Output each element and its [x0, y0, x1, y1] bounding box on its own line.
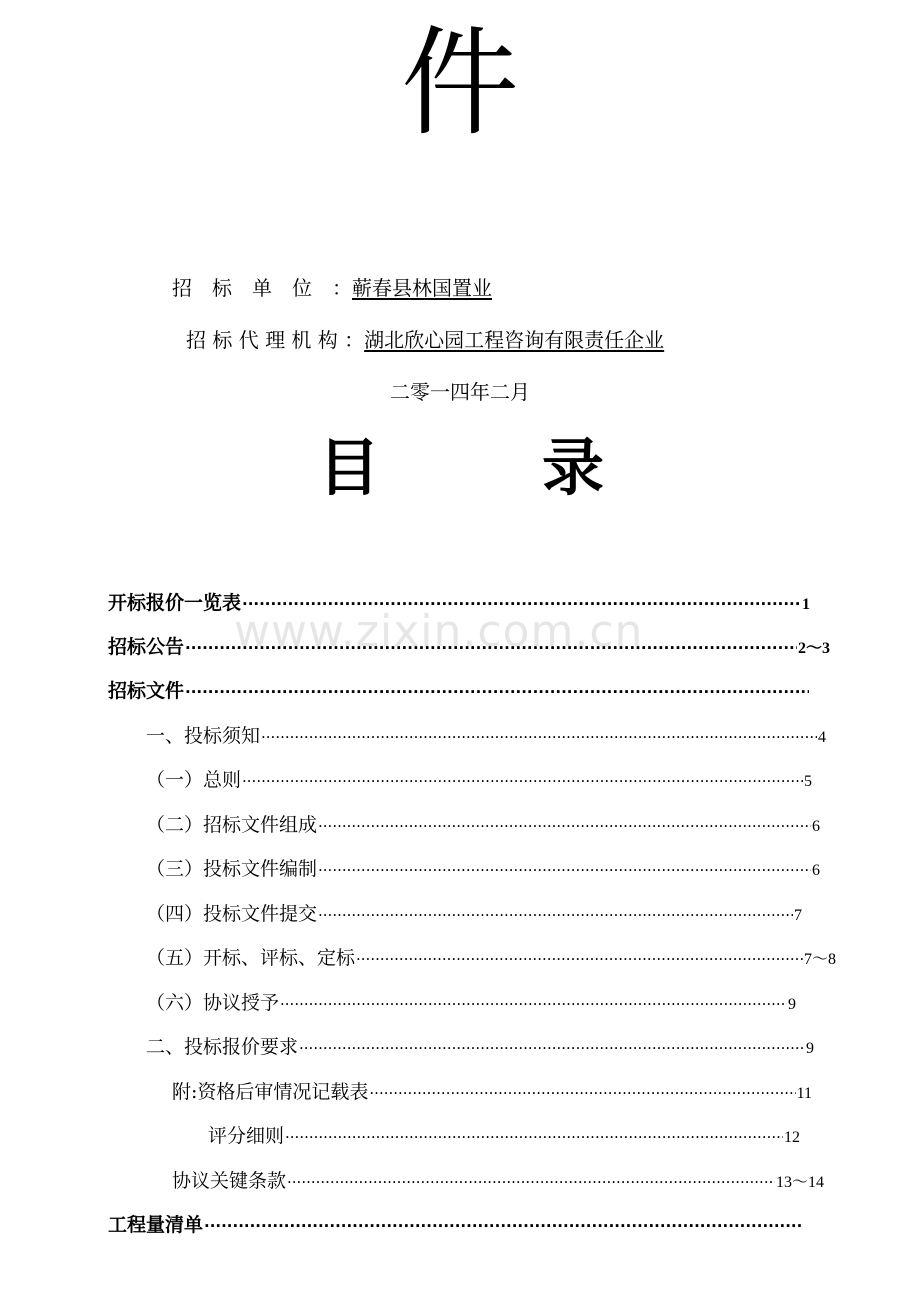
- toc-item-text: 招标文件: [108, 680, 185, 702]
- toc-item-page: 2～3: [797, 640, 830, 657]
- toc-leader: [356, 944, 803, 974]
- toc-item[interactable]: [208, 1121, 800, 1151]
- toc-item-page: 1: [802, 596, 810, 613]
- toc-item-text: （六）协议授予: [146, 992, 280, 1014]
- toc-item-text: 招标公告: [108, 636, 185, 658]
- issue-date: 二零一四年二月: [390, 380, 530, 404]
- cover-title-char: 件: [400, 14, 519, 152]
- toc-title-left: 目: [318, 431, 381, 504]
- toc-leader: [285, 1122, 783, 1152]
- toc-item-text: 附:资格后审情况记载表: [172, 1081, 369, 1103]
- toc-item-text: 开标报价一览表: [108, 592, 242, 614]
- bidder-label: 招 标 单 位 ：: [172, 276, 352, 300]
- agent-label: 招 标 代 理 机 构 ：: [186, 328, 365, 352]
- toc-item[interactable]: [146, 854, 820, 884]
- toc-leader: [299, 1033, 805, 1063]
- toc-item-page: 5: [804, 773, 812, 790]
- toc-item[interactable]: [108, 588, 810, 618]
- toc-item-page: 4: [818, 729, 826, 746]
- toc-leader: [242, 589, 801, 619]
- toc-item-page: 9: [788, 996, 796, 1013]
- toc-leader: [280, 989, 787, 1019]
- toc-item-text: 协议关键条款: [172, 1170, 287, 1192]
- toc-item-page: 7: [794, 907, 802, 924]
- toc-leader: [261, 722, 817, 752]
- toc-item-text: （二）招标文件组成: [146, 814, 318, 836]
- agent-value: 湖北欣心园工程咨询有限责任企业: [364, 328, 665, 352]
- toc-item-text: 工程量清单: [108, 1214, 204, 1236]
- bidder-row: [172, 274, 492, 302]
- agent-row: [186, 326, 664, 354]
- toc-item[interactable]: [146, 943, 836, 973]
- toc-leader: [204, 1211, 801, 1241]
- toc-item-page: 9: [806, 1040, 814, 1057]
- toc-item-page: 6: [812, 818, 820, 835]
- toc-item-text: （四）投标文件提交: [146, 903, 318, 925]
- toc-item-text: 评分细则: [208, 1125, 285, 1147]
- toc-leader: [369, 1078, 795, 1108]
- toc-item[interactable]: [108, 632, 830, 662]
- bidder-value: 蕲春县林国置业: [352, 276, 492, 300]
- toc-item-page: 6: [812, 862, 820, 879]
- toc-item-page: 7～8: [803, 951, 836, 968]
- toc-item-page: 11: [796, 1085, 812, 1102]
- watermark: www.zixin.com.cn: [234, 606, 644, 657]
- toc-item-text: （一）总则: [146, 769, 242, 791]
- toc-item[interactable]: [146, 765, 812, 795]
- toc-leader: [242, 766, 803, 796]
- toc-leader: [318, 811, 811, 841]
- toc-item[interactable]: [146, 810, 820, 840]
- toc-item[interactable]: [146, 988, 796, 1018]
- toc-item[interactable]: [172, 1077, 812, 1107]
- toc-item[interactable]: [108, 1210, 802, 1240]
- toc-item-text: （五）开标、评标、定标: [146, 947, 356, 969]
- toc-item[interactable]: [108, 676, 810, 706]
- toc-title-right: 录: [542, 431, 605, 504]
- toc-item-page: 13～14: [775, 1174, 824, 1191]
- toc-leader: [287, 1167, 775, 1197]
- toc-item[interactable]: [146, 1032, 814, 1062]
- toc-leader: [185, 633, 797, 663]
- toc-item-text: 一、投标须知: [146, 725, 261, 747]
- toc-item-text: 二、投标报价要求: [146, 1036, 299, 1058]
- toc-leader: [318, 855, 811, 885]
- toc-item[interactable]: [172, 1166, 824, 1196]
- toc-item[interactable]: [146, 721, 826, 751]
- toc-item-text: （三）投标文件编制: [146, 858, 318, 880]
- toc-leader: [318, 900, 793, 930]
- toc-item-page: 12: [784, 1129, 800, 1146]
- toc-leader: [185, 677, 809, 707]
- toc-item[interactable]: [146, 899, 802, 929]
